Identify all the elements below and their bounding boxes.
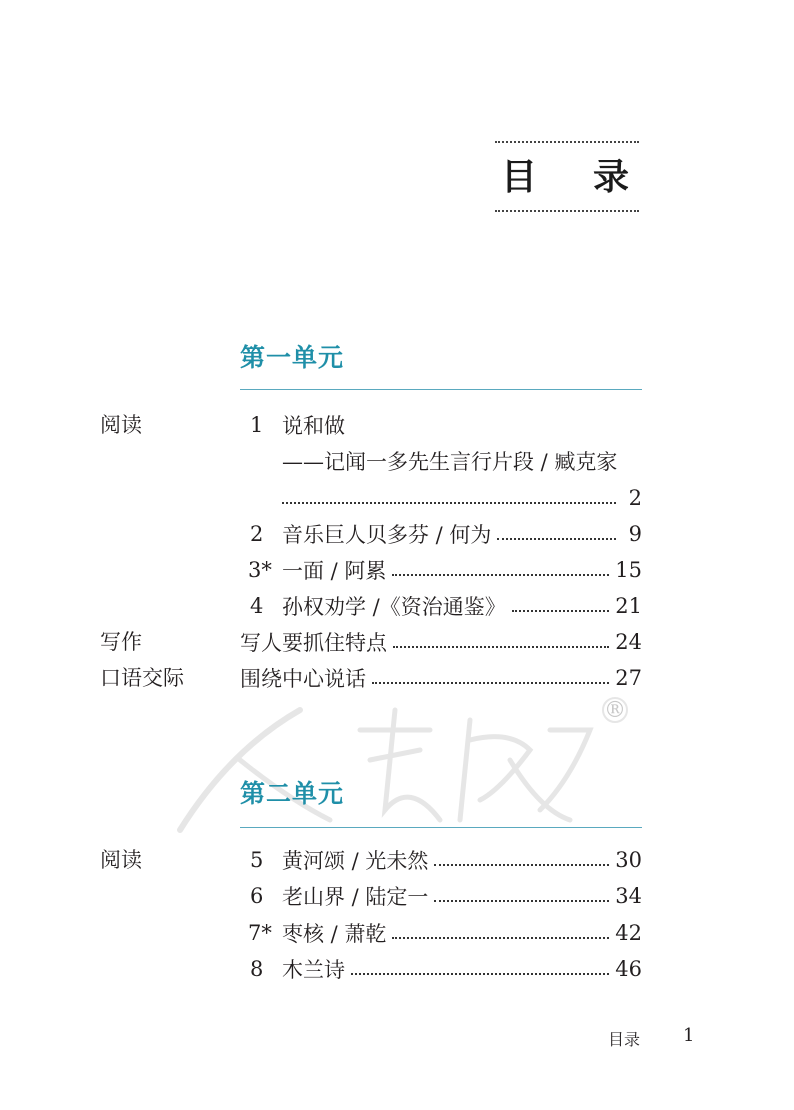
lesson-number: 5 xyxy=(250,848,264,872)
leader-dots xyxy=(434,900,609,902)
toc-entry-lesson-8[interactable] xyxy=(240,954,642,984)
unit-2-reading-label: 阅读 xyxy=(100,848,142,872)
toc-entry-lesson-4[interactable] xyxy=(240,591,642,621)
toc-entry-writing[interactable] xyxy=(240,627,642,657)
unit-1-reading-label: 阅读 xyxy=(100,413,142,437)
toc-entry-lesson-1[interactable] xyxy=(240,410,642,440)
toc-entry-oral[interactable] xyxy=(240,663,642,693)
lesson-number: 6 xyxy=(250,884,264,908)
publisher-watermark-logo xyxy=(170,690,640,840)
page-number: 30 xyxy=(615,848,642,872)
leader-dots xyxy=(282,502,616,504)
unit-2-title: 第二单元 xyxy=(240,779,345,808)
toc-entry-lesson-2[interactable] xyxy=(240,519,642,549)
lesson-number: 3* xyxy=(248,558,272,582)
page-number: 9 xyxy=(628,522,642,546)
unit-1-title: 第一单元 xyxy=(240,343,345,372)
lesson-title: 老山界 / 陆定一 xyxy=(282,885,429,909)
page-title xyxy=(495,150,639,206)
toc-entry-lesson-5[interactable] xyxy=(240,845,642,875)
leader-dots xyxy=(497,538,616,540)
lesson-title: 黄河颂 / 光未然 xyxy=(282,849,429,873)
watermark-registered-mark: ® xyxy=(604,698,626,723)
lesson-number: 4 xyxy=(250,594,264,618)
lesson-number: 7* xyxy=(248,921,272,945)
leader-dots xyxy=(372,682,609,684)
unit-1-writing-label: 写作 xyxy=(100,630,142,654)
lesson-title: 一面 / 阿累 xyxy=(282,559,387,583)
lesson-title: 木兰诗 xyxy=(282,958,345,982)
footer-page-number: 1 xyxy=(683,1025,695,1046)
page-number: 2 xyxy=(628,486,642,510)
leader-dots xyxy=(393,646,609,648)
lesson-title: 枣核 / 萧乾 xyxy=(282,922,387,946)
lesson-title: 孙权劝学 /《资治通鉴》 xyxy=(282,595,506,619)
page-number: 34 xyxy=(615,884,642,908)
leader-dots xyxy=(351,973,609,975)
writing-title: 写人要抓住特点 xyxy=(240,631,387,655)
footer-label: 目录 xyxy=(608,1030,641,1049)
lesson-title: 音乐巨人贝多芬 / 何为 xyxy=(282,523,492,547)
leader-dots xyxy=(392,937,609,939)
page-number: 46 xyxy=(615,957,642,981)
toc-entry-lesson-6[interactable] xyxy=(240,881,642,911)
lesson-1-subtitle: ——记闻一多先生言行片段 / 臧克家 xyxy=(282,450,618,474)
oral-title: 围绕中心说话 xyxy=(240,667,366,691)
page-number: 24 xyxy=(615,630,642,654)
leader-dots xyxy=(434,864,609,866)
page-number: 27 xyxy=(615,666,642,690)
leader-dots xyxy=(392,574,609,576)
lesson-title: 说和做 xyxy=(282,414,345,438)
unit-1-oral-label: 口语交际 xyxy=(100,666,184,690)
page-number: 21 xyxy=(615,594,642,618)
lesson-number: 8 xyxy=(250,957,264,981)
unit-1-rule xyxy=(240,389,642,390)
page-number: 42 xyxy=(615,921,642,945)
page-title-char-1: 目 xyxy=(501,157,538,198)
unit-2-rule xyxy=(240,827,642,828)
lesson-number: 2 xyxy=(250,522,264,546)
toc-entry-lesson-1-page[interactable] xyxy=(282,483,642,513)
lesson-number: 1 xyxy=(250,413,264,437)
leader-dots xyxy=(512,610,610,612)
title-top-dotted-rule xyxy=(495,141,639,143)
page-title-char-2: 录 xyxy=(593,157,630,198)
page-number: 15 xyxy=(615,558,642,582)
title-bottom-dotted-rule xyxy=(495,210,639,212)
toc-entry-lesson-3[interactable] xyxy=(240,555,642,585)
toc-entry-lesson-7[interactable] xyxy=(240,918,642,948)
